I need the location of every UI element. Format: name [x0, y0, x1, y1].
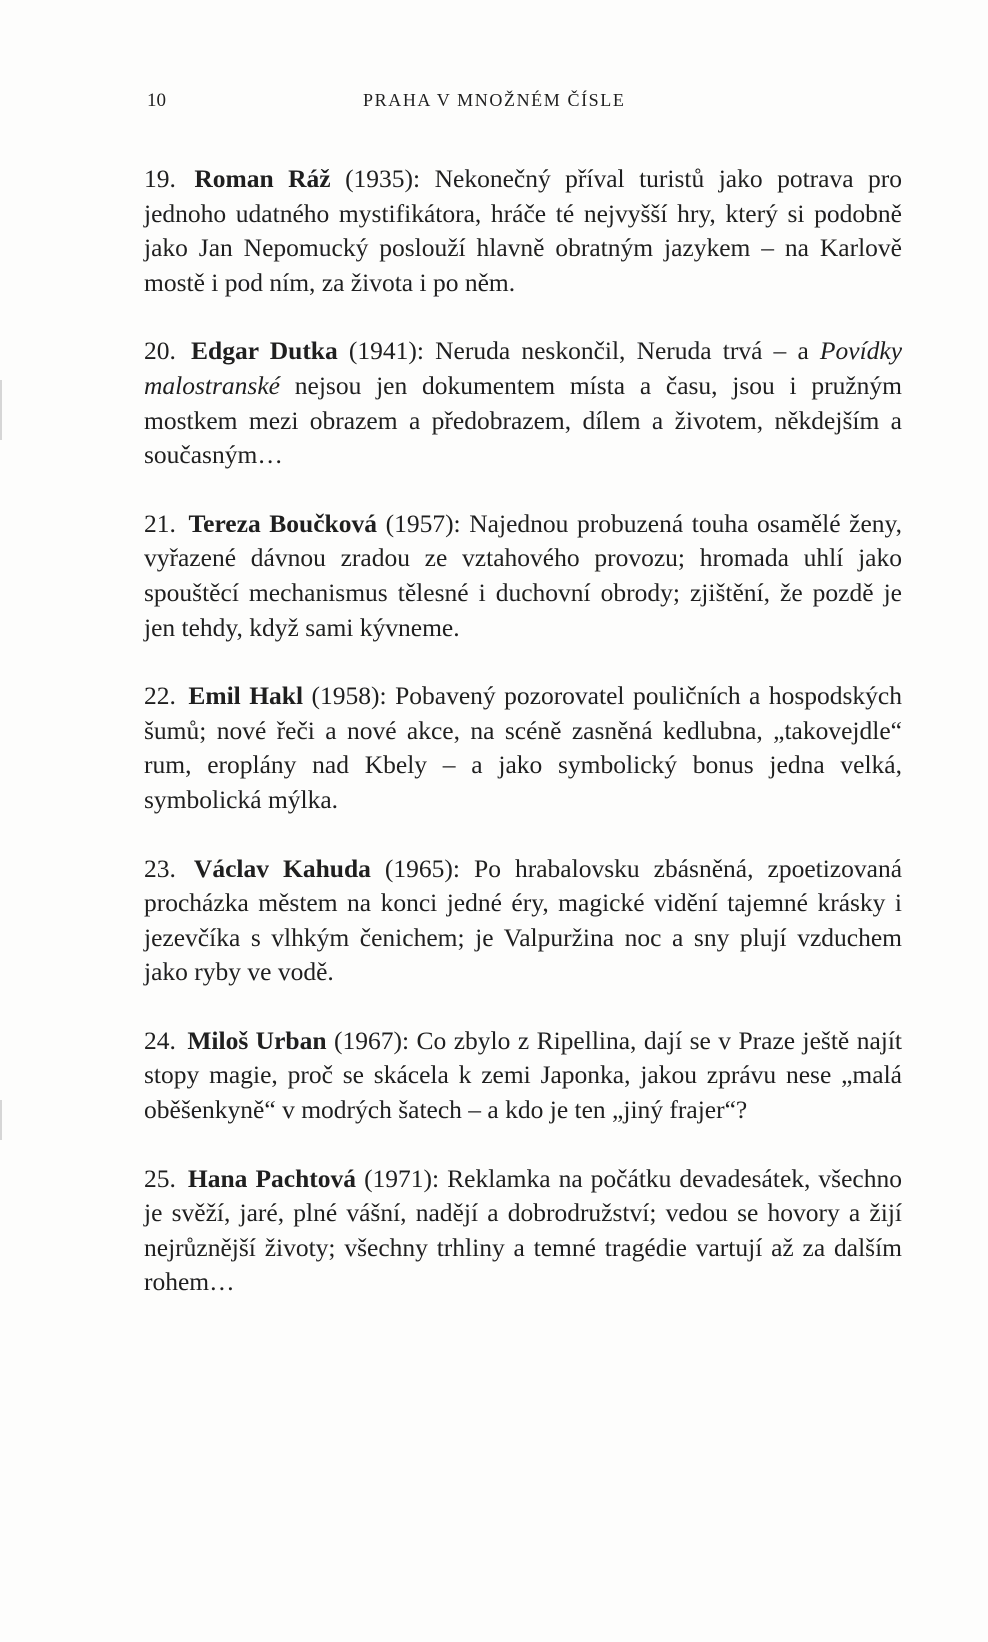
author-year: (1941):	[348, 336, 424, 366]
author-year: (1935):	[345, 164, 421, 193]
entry-text: Nekonečný příval turistů jako potrava pro jednoho udatného mystifikátora, hráče té nejvyšší hry, který si podobně jako Jan Nepomucký poslouží hlavně obratným jazykem – na Karlově mostě i pod ním, za života i po něm.	[144, 164, 902, 297]
entry-number: 22.	[144, 681, 176, 711]
entry-number: 21.	[144, 508, 176, 538]
page-edge-mark	[0, 1100, 2, 1140]
entry-text: Po hrabalovsku zbásněná, zpoetizovaná procházka městem na konci jedné éry, magické vidění tajemné krásky i jezevčíka s vlhkým čenichem; je Valpuržina noc a sny plují vzduchem jako ryby ve vodě.	[144, 853, 903, 987]
entry-20	[144, 334, 902, 472]
entry-number: 20.	[144, 336, 176, 366]
page-number: 10	[147, 90, 166, 111]
author-year: (1958):	[311, 681, 387, 711]
author-name: Miloš Urban	[187, 1025, 327, 1055]
running-title: PRAHA V MNOŽNÉM ČÍSLE	[363, 90, 626, 110]
entry-23	[144, 852, 902, 990]
entry-text: Reklamka na počátku devadesátek, všechno je svěží, jaré, plné vášní, nadějí a dobrodružství; vedou se hovory a žijí nejrůznější životy; všechny trhliny a temné tragédie vartují až za dalším rohem…	[144, 1163, 902, 1297]
author-name: Tereza Boučková	[188, 508, 377, 538]
author-name: Roman Ráž	[194, 164, 331, 193]
author-name: Hana Pachtová	[187, 1163, 357, 1193]
author-year: (1967):	[333, 1025, 410, 1055]
entry-24	[144, 1024, 902, 1128]
entry-21	[144, 507, 902, 645]
entry-25	[144, 1162, 902, 1300]
author-year: (1957):	[385, 508, 461, 538]
page-edge-mark	[0, 380, 2, 440]
author-name: Emil Hakl	[188, 681, 304, 711]
entry-list	[144, 162, 902, 1334]
author-name: Václav Kahuda	[193, 853, 371, 883]
entry-text: Co zbylo z Ripellina, dají se v Praze ještě najít stopy magie, proč se skácela k zemi Japonka, jakou zprávu nese „malá oběšenkyně“ v modrých šatech – a kdo je ten „jiný frajer“?	[144, 1025, 903, 1125]
book-title: Povídky malostranské	[144, 336, 903, 400]
entry-text: Pobavený pozorovatel pouličních a hospodských šumů; nové řeči a nové akce, na scéně zasněná kedlubna, „takovejdle“ rum, eroplány nad Kbely – a jako symbolický bonus jedna velká, symbolická mýlka.	[144, 681, 903, 814]
author-name: Edgar Dutka	[191, 336, 338, 366]
entry-text: Neruda neskončil, Neruda trvá – a	[435, 336, 809, 366]
author-year: (1971):	[364, 1163, 440, 1193]
entry-number: 25.	[144, 1163, 176, 1193]
entry-text: Najednou probuzená touha osamělé ženy, vyřazené dávnou zradou ze vztahového provozu; hromada uhlí jako spouštěcí mechanismus tělesné i duchovní obrody; zjištění, že pozdě je jen tehdy, když sami kývneme.	[144, 508, 903, 642]
entry-19	[144, 162, 902, 300]
entry-number: 24.	[144, 1025, 176, 1055]
entry-text: nejsou jen dokumentem místa a času, jsou i pružným mostkem mezi obrazem a předobrazem, dílem a životem, někdejším a současným…	[144, 370, 903, 470]
entry-22	[144, 679, 902, 817]
entry-number: 19.	[144, 164, 176, 193]
running-header	[147, 90, 907, 122]
entry-number: 23.	[144, 853, 176, 883]
author-year: (1965):	[384, 853, 460, 883]
